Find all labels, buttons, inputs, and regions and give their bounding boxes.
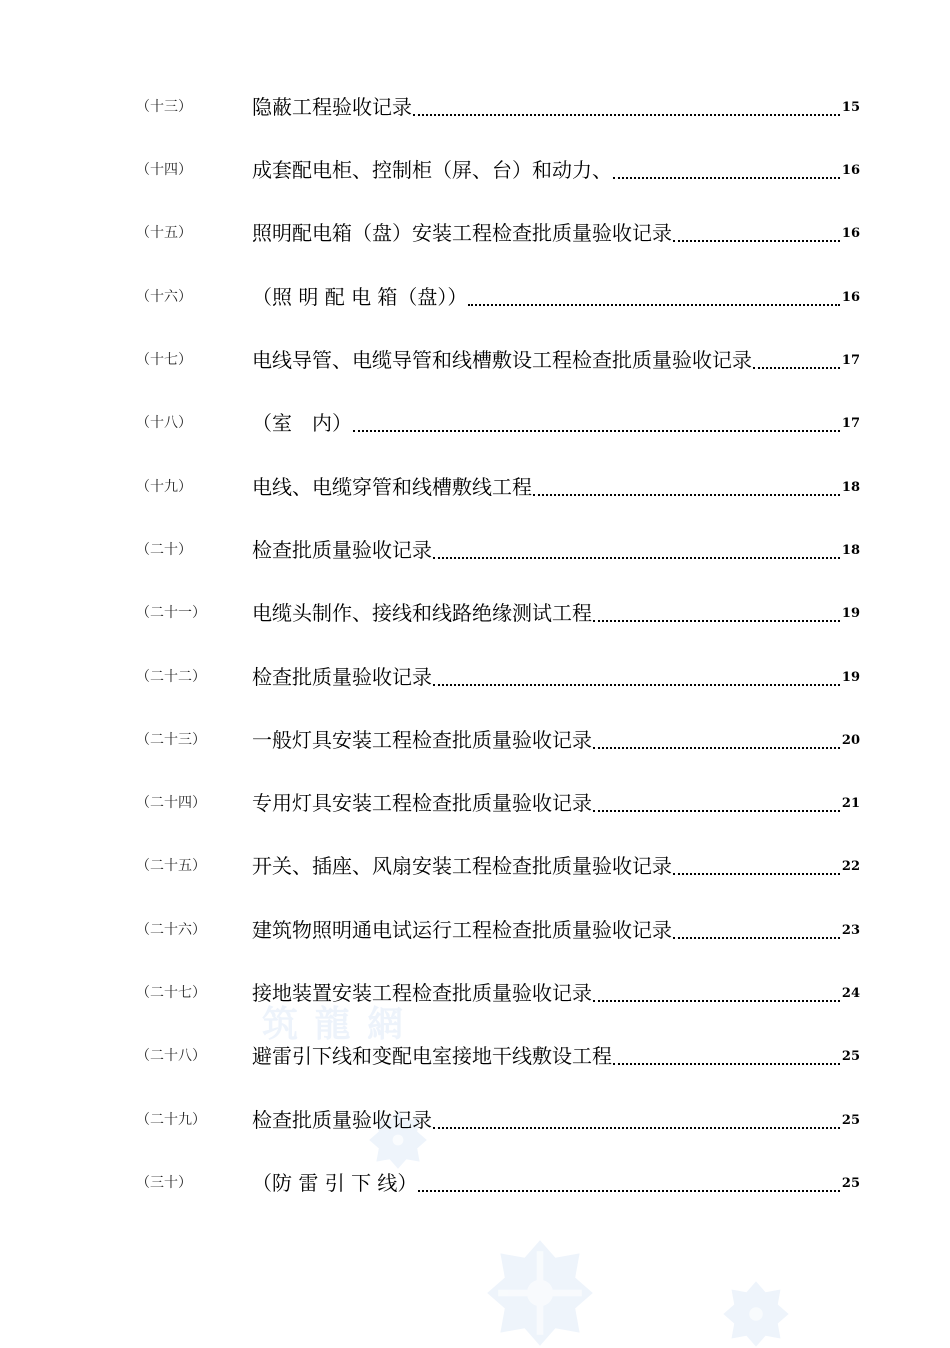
toc-entry-title: （照 明 配 电 箱（盘）） [252,285,468,309]
toc-entry-title: 照明配电箱（盘）安装工程检查批质量验收记录 [252,221,672,245]
toc-dot-leader [613,1043,840,1065]
toc-dot-leader [433,1107,840,1129]
toc-entry-title: 检查批质量验收记录 [252,538,432,562]
toc-dot-leader [353,410,840,432]
toc-entry[interactable] [136,529,860,563]
toc-entry-title: 避雷引下线和变配电室接地干线敷设工程 [252,1044,612,1068]
toc-entry-number: （二十） [136,542,192,558]
toc-entry-title: 开关、插座、风扇安装工程检查批质量验收记录 [252,854,672,878]
toc-entry[interactable] [136,1099,860,1133]
toc-dot-leader [753,347,840,369]
toc-entry-number: （二十四） [136,795,206,811]
toc-entry-title: 电线、电缆穿管和线槽敷线工程 [252,475,532,499]
toc-entry[interactable] [136,592,860,626]
toc-dot-leader [593,600,840,622]
toc-entry-number: （二十二） [136,669,206,685]
toc-entry-page: 21 [841,796,860,811]
toc-dot-leader [593,790,840,812]
toc-entry-title: 隐蔽工程验收记录 [252,95,412,119]
toc-entry-page: 23 [841,923,860,938]
toc-entry-number: （十四） [136,162,192,178]
toc-entry-page: 16 [841,290,860,305]
toc-entry-number: （二十一） [136,605,206,621]
toc-entry-page: 19 [841,606,860,621]
toc-entry[interactable] [136,972,860,1006]
snowflake-logo-icon [722,1280,790,1348]
toc-entry[interactable] [136,909,860,943]
toc-dot-leader [613,157,840,179]
toc-entry[interactable] [136,149,860,183]
snowflake-logo-icon [485,1238,595,1348]
toc-dot-leader [433,664,840,686]
toc-entry-number: （二十三） [136,732,206,748]
watermark-text: 筑 龍 網 [262,1004,406,1045]
toc-entry-number: （十九） [136,479,192,495]
toc-entry[interactable] [136,1162,860,1196]
toc-entry-page: 19 [841,670,860,685]
toc-dot-leader [673,917,840,939]
toc-entry-page: 16 [841,226,860,241]
toc-entry-page: 25 [841,1176,860,1191]
toc-entry-title: （防 雷 引 下 线） [252,1171,418,1195]
toc-dot-leader [673,853,840,875]
toc-entry-page: 18 [841,543,860,558]
toc-entry[interactable] [136,86,860,120]
toc-entry-number: （十八） [136,415,192,431]
toc-entry[interactable] [136,719,860,753]
toc-entry-number: （十六） [136,289,192,305]
toc-dot-leader [468,284,839,306]
toc-entry-page: 24 [841,986,860,1001]
toc-dot-leader [593,727,840,749]
toc-entry-number: （十五） [136,225,192,241]
toc-entry-page: 22 [841,859,860,874]
toc-entry-number: （二十五） [136,858,206,874]
toc-entry[interactable] [136,402,860,436]
toc-entry-page: 16 [841,163,860,178]
toc-entry-title: 电线导管、电缆导管和线槽敷设工程检查批质量验收记录 [252,348,752,372]
toc-entry-number: （十七） [136,352,192,368]
toc-entry[interactable] [136,466,860,500]
toc-entry-page: 25 [841,1113,860,1128]
toc-entry-number: （三十） [136,1175,192,1191]
toc-entry[interactable] [136,339,860,373]
toc-dot-leader [673,220,840,242]
toc-entry-number: （二十六） [136,922,206,938]
toc-entry-number: （二十七） [136,985,206,1001]
toc-entry-page: 18 [841,480,860,495]
toc-entry-title: 检查批质量验收记录 [252,1108,432,1132]
toc-dot-leader [418,1170,839,1192]
toc-entry-page: 15 [841,100,860,115]
toc-entry-page: 25 [841,1049,860,1064]
toc-entry[interactable] [136,656,860,690]
toc-entry-number: （二十八） [136,1048,206,1064]
toc-entry[interactable] [136,212,860,246]
toc-entry-title: 建筑物照明通电试运行工程检查批质量验收记录 [252,918,672,942]
toc-entry-number: （十三） [136,99,192,115]
toc-entry-number: （二十九） [136,1112,206,1128]
toc-entry[interactable] [136,845,860,879]
toc-entry-title: 检查批质量验收记录 [252,665,432,689]
toc-entry-title: 接地装置安装工程检查批质量验收记录 [252,981,592,1005]
toc-entry-page: 20 [841,733,860,748]
toc-entry-title: 一般灯具安装工程检查批质量验收记录 [252,728,592,752]
toc-entry-title: 电缆头制作、接线和线路绝缘测试工程 [252,601,592,625]
toc-entry-page: 17 [841,353,860,368]
toc-entry[interactable] [136,782,860,816]
toc-entry-page: 17 [841,416,860,431]
toc-entry[interactable] [136,1035,860,1069]
toc-entry[interactable] [136,276,860,310]
toc-dot-leader [433,537,840,559]
toc-dot-leader [533,474,840,496]
toc-entry-title: 专用灯具安装工程检查批质量验收记录 [252,791,592,815]
toc-dot-leader [593,980,840,1002]
toc-entry-title: 成套配电柜、控制柜（屏、台）和动力、 [252,158,612,182]
toc-dot-leader [413,94,840,116]
toc-entry-title: （室 内） [252,411,352,435]
